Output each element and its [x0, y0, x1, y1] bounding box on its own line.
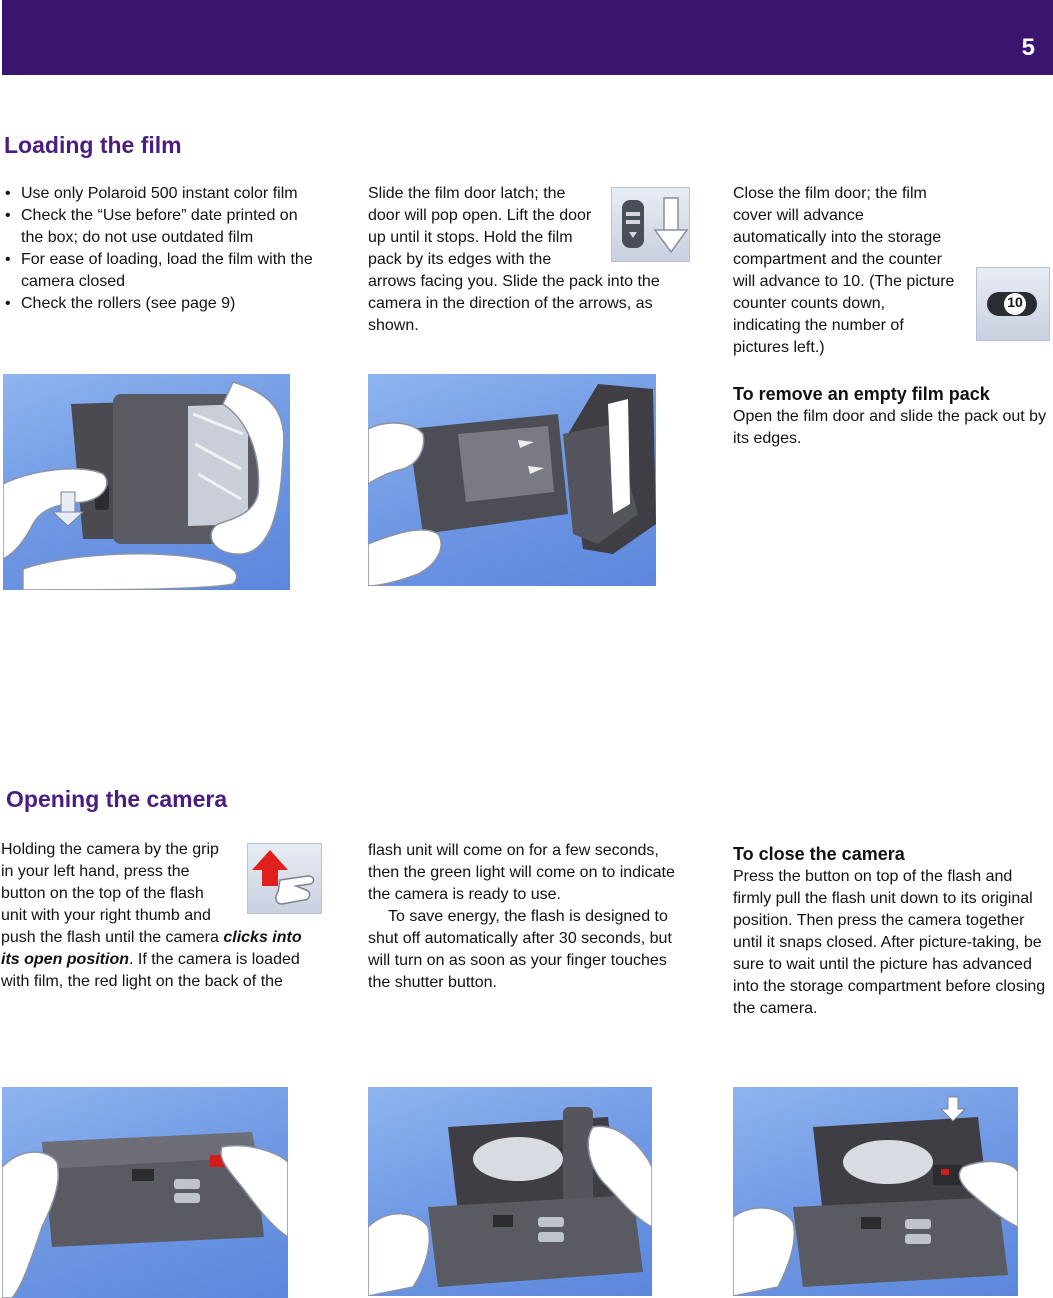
opening-col2-p1: flash unit will come on for a few seconds, then the green light will come on to indicate the camera is ready to use.	[368, 842, 675, 903]
opening-col1-part1: Holding the camera by the grip in your left hand, press the button on the top of the flash unit with your right thumb and push the flash until the camera	[1, 841, 224, 946]
photo-slide-latch	[3, 374, 290, 590]
remove-film-block	[733, 383, 1051, 450]
film-counter-icon	[976, 267, 1050, 341]
bullet-item: • Use only Polaroid 500 instant color film	[1, 183, 321, 205]
opening-col2-text	[368, 840, 688, 994]
loading-bullets	[1, 183, 321, 315]
photo-close-camera	[733, 1087, 1018, 1296]
opening-title: Opening the camera	[6, 786, 228, 812]
photo-press-flash-button	[2, 1087, 288, 1298]
photo-camera-open	[368, 1087, 652, 1296]
remove-film-title: To remove an empty film pack	[733, 384, 990, 404]
bullet-item: • For ease of loading, load the film with the camera closed	[1, 249, 321, 293]
loading-title: Loading the film	[4, 132, 182, 158]
close-camera-text: Press the button on top of the flash and firmly pull the flash unit down to its original position. Then press the camera together until it snaps closed. After picture-taking, be sure to wait until the picture has advanced into the storage compartment before closing the camera.	[733, 868, 1046, 1017]
opening-col1-part2: . If the camera is loaded with film, the red light on the back of the	[1, 951, 300, 990]
press-up-arrow-icon	[247, 843, 322, 914]
header-bar	[2, 0, 1053, 75]
bullet-item: • Check the rollers (see page 9)	[1, 293, 321, 315]
counter-value: 10	[1007, 294, 1023, 310]
photo-insert-film	[368, 374, 656, 586]
loading-col2-paragraph: Slide the film door latch; the door will pop open. Lift the door up until it stops. Hold the film pack by its edges with the arrows facing you. Slide the pack into the camera in the direction of the arrows, as shown.	[368, 185, 660, 334]
close-camera-block	[733, 843, 1051, 1020]
loading-col3-paragraph: Close the film door; the film cover will advance automatically into the storage compartment and the counter will advance to 10. (The picture counter counts down, indicating the number of pictures left.)	[733, 185, 955, 356]
remove-film-text: Open the film door and slide the pack out by its edges.	[733, 408, 1047, 447]
opening-col1-emphasis: clicks into its open position	[1, 929, 302, 968]
latch-arrow-icon	[611, 187, 690, 262]
bullet-item: • Check the “Use before” date printed on the box; do not use outdated film	[1, 205, 321, 249]
close-camera-title: To close the camera	[733, 844, 905, 864]
page-number: 5	[1021, 34, 1035, 61]
opening-col2-p2: To save energy, the flash is designed to shut off automatically after 30 seconds, but will turn on as soon as your finger touches the shutter button.	[368, 908, 672, 991]
